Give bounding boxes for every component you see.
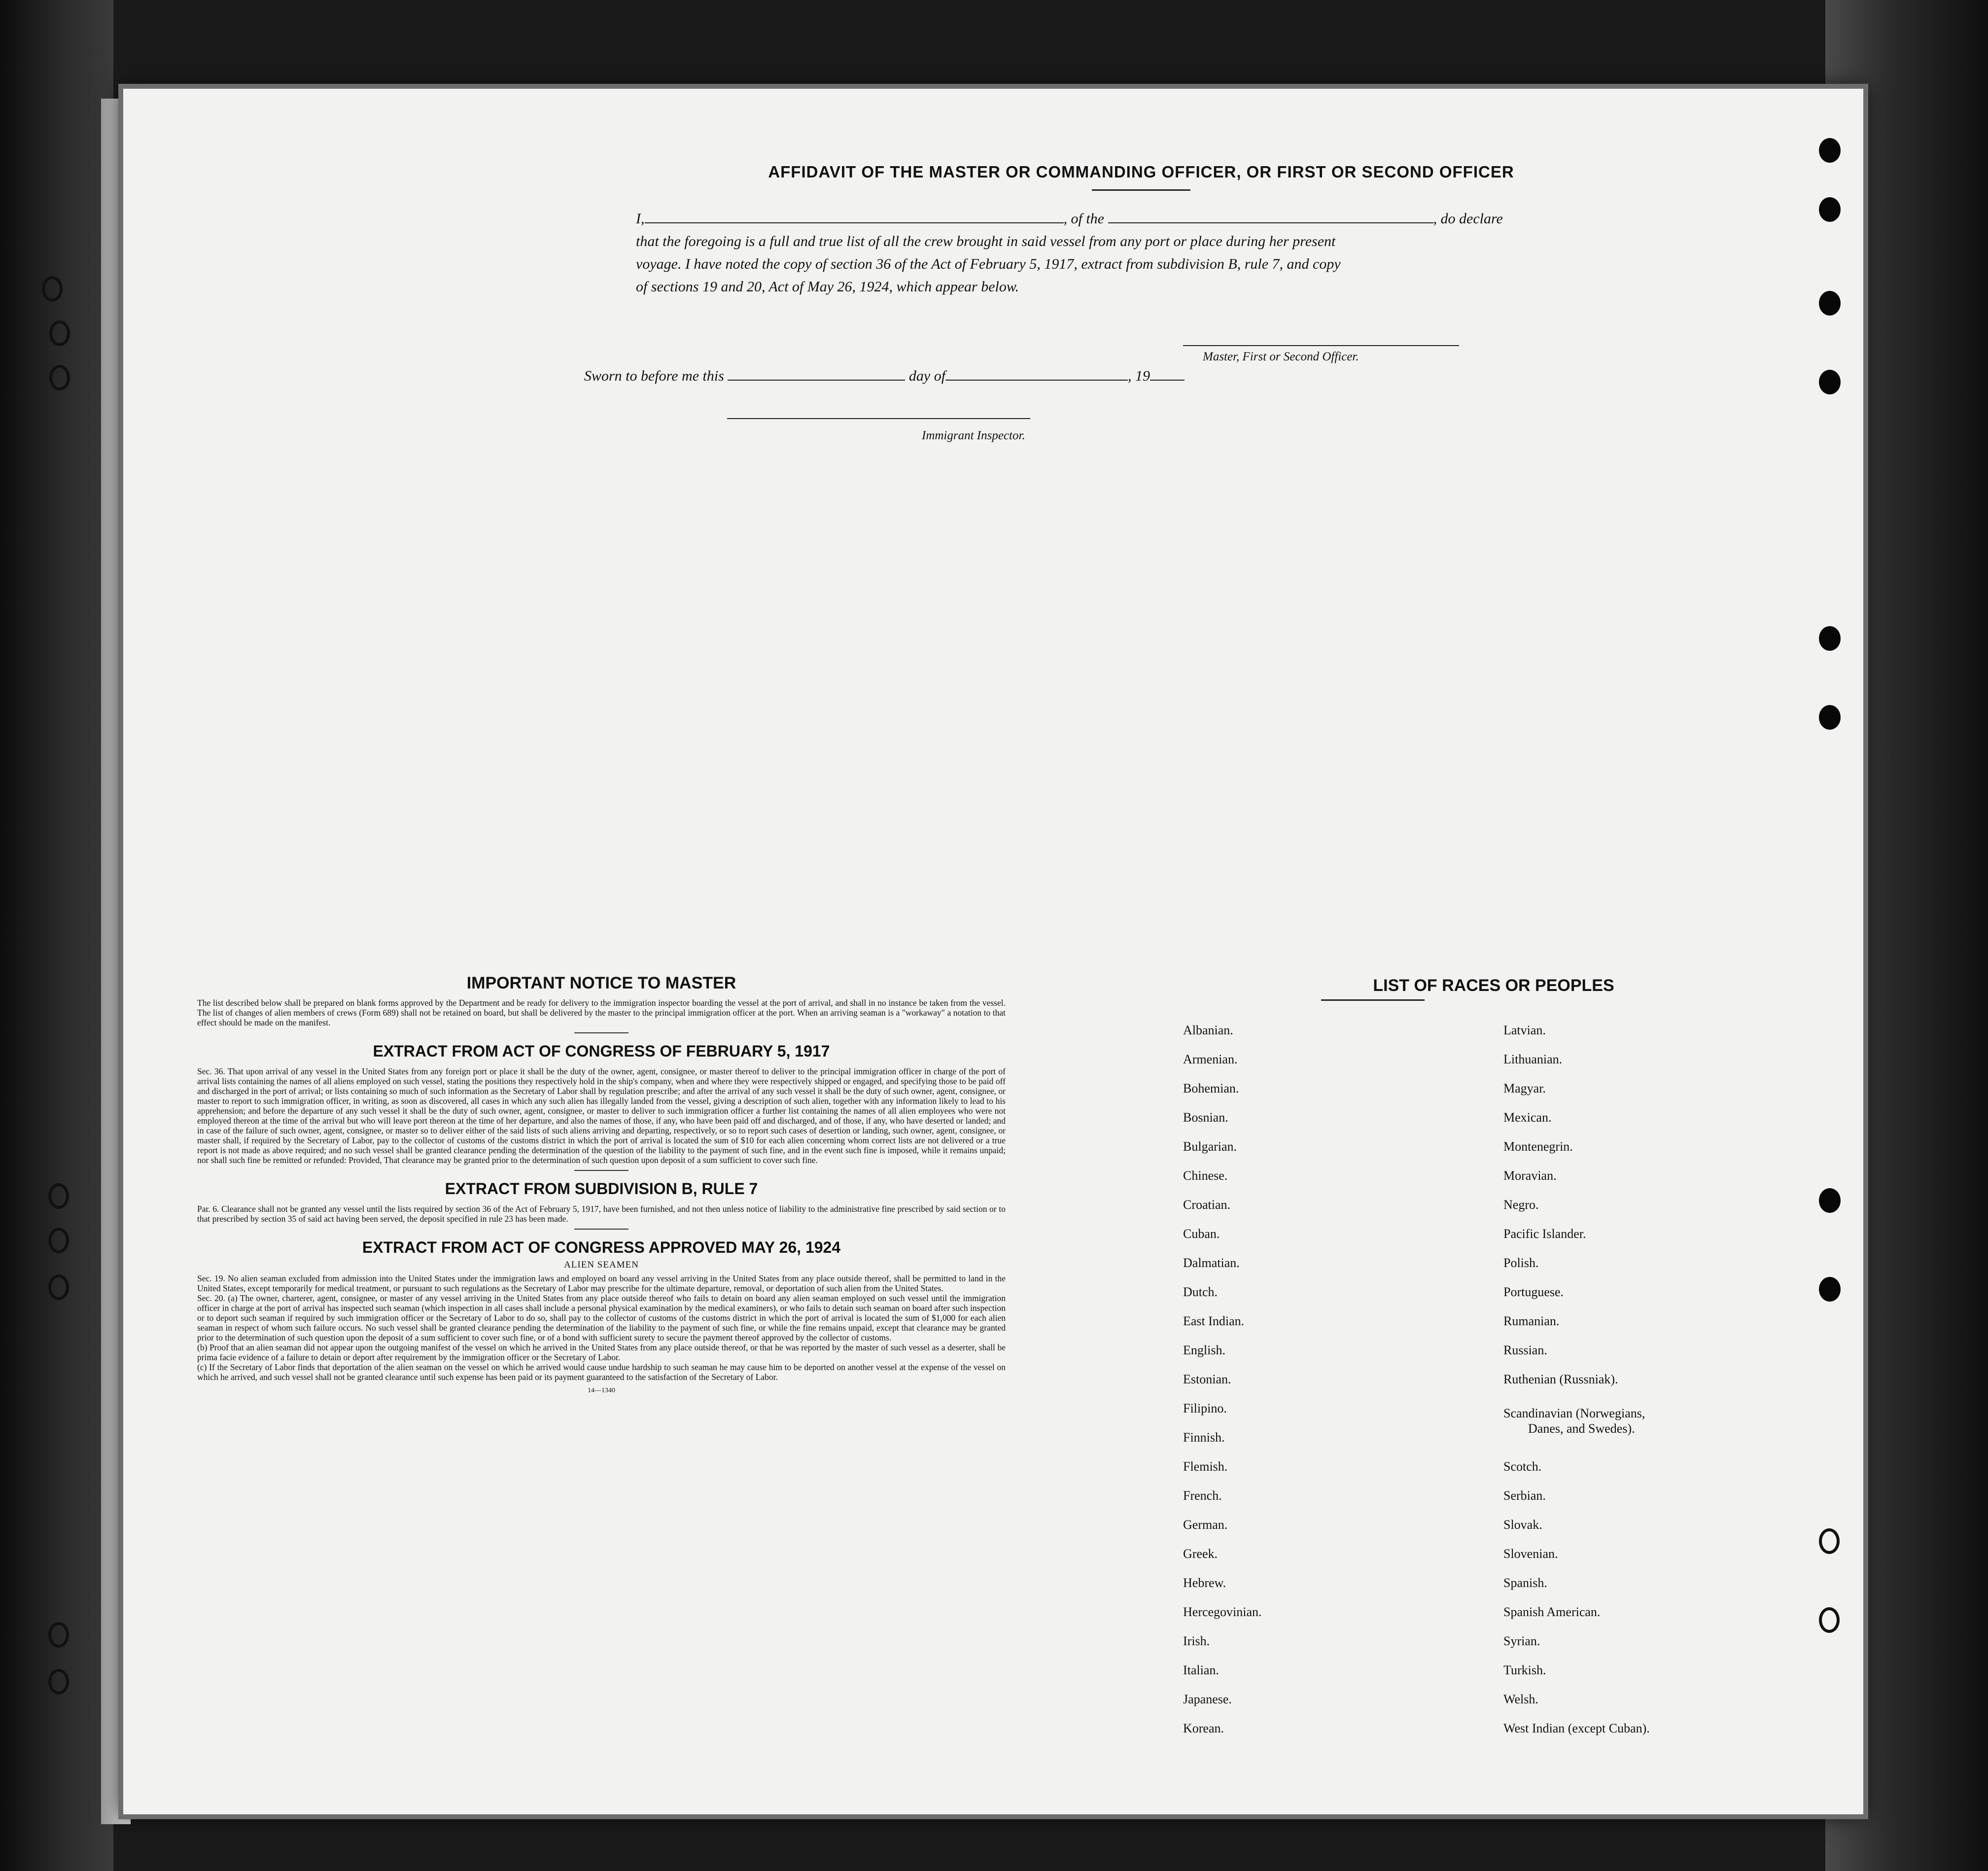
inspector-signature-line (727, 418, 1030, 419)
race-item: Latvian. (1503, 1023, 1546, 1037)
extract3-subtitle: ALIEN SEAMEN (564, 1260, 639, 1270)
extract1-body: Sec. 36. That upon arrival of any vessel in the United States from any foreign port or place it shall be the duty of the owner, agent, consignee, or master thereof to deliver to the principal immigration officer in charge of the port of arrival lists containing the names of all aliens employed on such vessel, stating the positions they respectively hold in the ship's company, when and where they were respectively shipped or engaged, and specifying those to be paid off and discharged in the port of arrival; or lists containing so much of such information as the Secretary of Labor shall by regulation prescribe; and after the arrival of any such vessel it shall be the duty of such owner, agent, consignee, or master to report to such immigration officer, in writing, as soon as discovered, all cases in which any such alien has illegally landed from the vessel, giving a description of such alien, together with any information likely to lead to his apprehension; and before the departure of any such vessel it shall be the duty of such owner, agent, consignee, or master to deliver to such immigration officer a further list containing the names of all alien employees who were not employed thereon at the time of the arrival but who will leave port thereon at the time of her departure, and also the names of those, if any, who have been paid off and discharged, and of those, if any, who have deserted or landed; and in case of the failure of such owner, agent, consignee, or master so to deliver either of the said lists of such aliens arriving and departing, respectively, or so to report such cases of desertion or landing, such owner, agent, consignee, or master shall, if required by the Secretary of Labor, pay to the collector of customs of the customs district in which the port of arrival is located the sum of $10 for each alien concerning whom correct lists are not delivered or a true report is not made as above required; and no such vessel shall be granted clearance pending the determination of the question of the liability to the payment of such fine, and in the event such fine is imposed, while it remains unpaid; nor shall such fine be remitted or refunded: Provided, That clearance may be granted prior to the determination of such question upon deposit of a sum sufficient to cover such fine. (197, 1066, 1006, 1165)
extract3-sec20c: (c) If the Secretary of Labor finds that deportation of the alien seaman on the vessel on which he arrived would cause undue hardship to such seaman he may cause him to be deported on another vessel at the expense of the vessel on which he arrived, and such vessel shall not be granted clearance until such expense has been paid or its payment guaranteed to the satisfaction of the Secretary of Labor. (197, 1362, 1006, 1382)
race-item: French. (1183, 1488, 1222, 1503)
sworn-year: , 19 (1128, 368, 1151, 384)
race-item: Chinese. (1183, 1168, 1228, 1183)
binder-hole-icon (1819, 197, 1841, 222)
race-item: Scotch. (1503, 1459, 1542, 1474)
title-rule (1092, 189, 1190, 191)
race-item: Hercegovinian. (1183, 1605, 1262, 1619)
punch-hole-icon (48, 1622, 69, 1648)
races-section (1183, 976, 1824, 1735)
extract3-sec20a: Sec. 20. (a) The owner, charterer, agent, consignee, or master of any vessel arriving in the United States from any place outside thereof who fails to detain on board any alien seaman employed on such vessel until the immigration officer in charge at the port of arrival has inspected such seaman (which inspection in all cases shall include a personal physical examination by the medical examiners), or who fails to detain such seaman on board after such inspection or to deport such seaman if required by such immigration officer or the Secretary of Labor to do so, shall pay to the collector of customs of the customs district in which the port of arrival is located the sum of $1,000 for each alien seaman in respect of whom such failure occurs. No such vessel shall be granted clearance pending the determination of the liability to the payment of such fine, or while the fine remains unpaid, except that clearance may be granted prior to the determination of such question upon the deposit of a sum sufficient to cover such fine, or of a bond with sufficient surety to secure the payment thereof approved by the collector of customs. (197, 1293, 1006, 1342)
race-item: Japanese. (1183, 1692, 1232, 1706)
races-title-rule (1321, 999, 1425, 1001)
race-item: English. (1183, 1343, 1225, 1357)
race-item: Albanian. (1183, 1023, 1233, 1037)
race-item: Welsh. (1503, 1692, 1538, 1706)
race-item: Armenian. (1183, 1052, 1238, 1066)
race-item: Spanish American. (1503, 1605, 1601, 1619)
race-item: Filipino. (1183, 1401, 1227, 1415)
section-rule (574, 1170, 628, 1171)
sworn-prefix: Sworn to before me this (584, 368, 724, 384)
punch-hole-icon (49, 320, 70, 346)
race-item: Italian. (1183, 1663, 1219, 1677)
race-item: Montenegrin. (1503, 1139, 1573, 1154)
race-item: Slovak. (1503, 1518, 1542, 1532)
race-item: Finnish. (1183, 1430, 1225, 1445)
extract2-body: Par. 6. Clearance shall not be granted any vessel until the lists required by section 36 of the Act of February 5, 1917, have been furnished, and not then unless notice of liability to the administrative fine prescribed by said section or to that prescribed by section 35 of said act having been served, the deposit specified in rule 23 has been made. (197, 1204, 1006, 1224)
race-item: Syrian. (1503, 1634, 1540, 1648)
race-item: Polish. (1503, 1256, 1539, 1270)
section-rule (574, 1229, 628, 1230)
race-item: East Indian. (1183, 1314, 1245, 1328)
sworn-year-blank (1150, 367, 1185, 381)
declaration-line (636, 208, 1646, 230)
race-item: Ruthenian (Russniak). (1503, 1372, 1618, 1386)
punch-hole-icon (48, 1669, 69, 1694)
race-item: Spanish. (1503, 1576, 1547, 1590)
punch-hole-icon (48, 1228, 69, 1253)
extract3-title: EXTRACT FROM ACT OF CONGRESS APPROVED MAY 26, 1924 (362, 1238, 841, 1256)
notice-section (197, 974, 1006, 1395)
race-item: Scandinavian (Norwegians, (1503, 1406, 1645, 1420)
race-item: Cuban. (1183, 1227, 1220, 1241)
bleed-through-row (567, 661, 1972, 680)
notice-body: The list described below shall be prepared on blank forms approved by the Department and be ready for delivery to the immigration inspector boarding the vessel at the port of arrival, and shall in no instance be taken from the vessel. The list of changes of alien members of crews (Form 689) shall not be retained on board, but shall be delivered by the master to the principal immigration officer at the port. When an arriving seaman is a "workaway" a notation to that effect should be made on the manifest. (197, 998, 1006, 1027)
bleed-through-row (567, 454, 1972, 473)
declaration-text-2: that the foregoing is a full and true list of all the crew brought in said vessel from any port or place during her present (636, 233, 1336, 249)
punch-hole-icon (48, 1274, 69, 1300)
race-item: Dalmatian. (1183, 1256, 1240, 1270)
race-item: Bosnian. (1183, 1110, 1228, 1125)
race-item: Greek. (1183, 1547, 1218, 1561)
form-number: 14—1340 (588, 1387, 615, 1394)
binder-hole-icon (1819, 138, 1841, 163)
race-item: Dutch. (1183, 1285, 1218, 1299)
bleed-through-row (567, 626, 1972, 646)
race-item: Russian. (1503, 1343, 1547, 1357)
punch-hole-icon (42, 276, 63, 302)
race-item: Danes, and Swedes). (1528, 1421, 1635, 1436)
declaration-suffix: , do declare (1433, 211, 1503, 227)
sworn-day-blank (728, 367, 905, 381)
inspector-signature-label: Immigrant Inspector. (922, 429, 1025, 442)
declaration-of: , of the (1063, 211, 1104, 227)
bleed-through-row (567, 695, 1972, 715)
binder-hole-icon (1819, 291, 1841, 316)
race-item: Magyar. (1503, 1081, 1546, 1095)
extract2-title: EXTRACT FROM SUBDIVISION B, RULE 7 (445, 1180, 758, 1198)
race-item: Negro. (1503, 1198, 1539, 1212)
race-item: Moravian. (1503, 1168, 1557, 1183)
race-item: Pacific Islander. (1503, 1227, 1586, 1241)
bleed-through-row (567, 592, 1972, 611)
race-item: Hebrew. (1183, 1576, 1226, 1590)
race-item: Bulgarian. (1183, 1139, 1237, 1154)
section-rule (574, 1032, 628, 1033)
declaration-text-4: of sections 19 and 20, Act of May 26, 1924, which appear below. (636, 279, 1019, 295)
race-item: Irish. (1183, 1634, 1210, 1648)
race-item: Lithuanian. (1503, 1052, 1563, 1066)
master-signature-line (1183, 345, 1459, 346)
notice-title: IMPORTANT NOTICE TO MASTER (466, 974, 736, 992)
master-signature-label: Master, First or Second Officer. (1203, 350, 1359, 363)
declaration-prefix: I, (636, 211, 645, 227)
punch-hole-icon (49, 365, 70, 390)
race-item: Portuguese. (1503, 1285, 1564, 1299)
bleed-through-row (567, 557, 1972, 577)
sworn-month-blank (945, 367, 1128, 381)
binder-hole-icon (1819, 1528, 1840, 1554)
binder-hole-icon (1819, 370, 1841, 394)
race-item: Rumanian. (1503, 1314, 1560, 1328)
declaration-text-3: voyage. I have noted the copy of section 36 of the Act of February 5, 1917, extract from subdivision B, rule 7, and copy (636, 256, 1341, 272)
extract3-sec20b: (b) Proof that an alien seaman did not appear upon the outgoing manifest of the vessel on which he arrived in the United States from any place outside thereof, or that he was reported by the master of such vessel as a deserter, shall be prima facie evidence of a failure to detain or deport after requirement by the immigration officer or the Secretary of Labor. (197, 1342, 1006, 1362)
affidavit-title: AFFIDAVIT OF THE MASTER OR COMMANDING OFFICER, OR FIRST OR SECOND OFFICER (768, 163, 1514, 181)
race-item: Korean. (1183, 1721, 1224, 1735)
binder-hole-icon (1819, 1607, 1840, 1633)
sworn-line (584, 365, 1185, 388)
races-title: LIST OF RACES OR PEOPLES (1373, 976, 1614, 995)
race-item: Slovenian. (1503, 1547, 1558, 1561)
race-item: Bohemian. (1183, 1081, 1239, 1095)
race-item: German. (1183, 1518, 1228, 1532)
race-item: Turkish. (1503, 1663, 1546, 1677)
punch-hole-icon (48, 1183, 69, 1209)
bleed-through-row (567, 523, 1972, 542)
extract1-title: EXTRACT FROM ACT OF CONGRESS OF FEBRUARY 5, 1917 (373, 1042, 830, 1060)
race-item: Estonian. (1183, 1372, 1231, 1386)
officer-name-blank (645, 210, 1064, 223)
race-item: West Indian (except Cuban). (1503, 1721, 1650, 1735)
race-item: Mexican. (1503, 1110, 1552, 1125)
race-item: Croatian. (1183, 1198, 1231, 1212)
document-page (123, 89, 1863, 1814)
sworn-dayof: day of (908, 368, 946, 384)
binder-hole-icon (1819, 1277, 1841, 1302)
extract3-sec19: Sec. 19. No alien seaman excluded from admission into the United States under the immigration laws and employed on board any vessel arriving in the United States from any place outside thereof, shall be permitted to land in the United States, except temporarily for medical treatment, or pursuant to such regulations as the Secretary of Labor may prescribe for the ultimate departure, removal, or deportation of such alien from the United States. (197, 1273, 1006, 1293)
vessel-name-blank (1108, 210, 1433, 223)
bleed-through-row (567, 488, 1972, 508)
affidavit-section (636, 163, 1646, 298)
race-item: Flemish. (1183, 1459, 1228, 1474)
binder-hole-icon (1819, 1188, 1841, 1213)
race-item: Serbian. (1503, 1488, 1546, 1503)
